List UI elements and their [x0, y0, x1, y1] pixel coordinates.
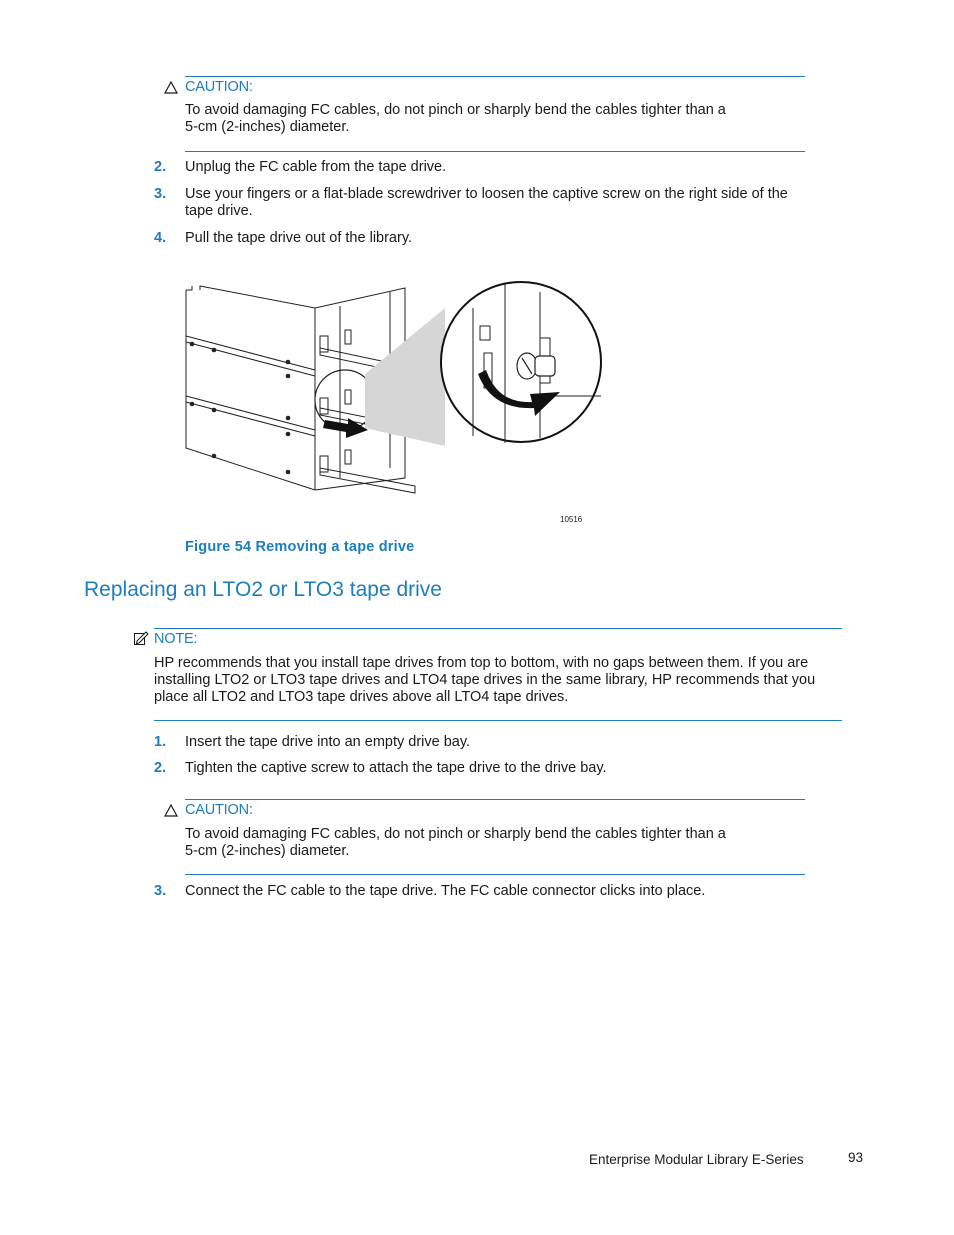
note-pencil-icon [133, 630, 149, 646]
note-text-line: installing LTO2 or LTO3 tape drives and LTO4 tape drives in the same library, HP recommends that you [154, 672, 816, 688]
step-number: 4. [154, 230, 167, 246]
note-text-line: place all LTO2 and LTO3 tape drives above all LTO4 tape drives. [154, 689, 569, 705]
step-text: Connect the FC cable to the tape drive. The FC cable connector clicks into place. [185, 883, 706, 899]
step-number: 2. [154, 760, 167, 776]
caution-text-line: To avoid damaging FC cables, do not pinch or sharply bend the cables tighter than a [185, 102, 726, 118]
step-text: Unplug the FC cable from the tape drive. [185, 159, 447, 175]
caution-label: CAUTION: [185, 802, 253, 818]
step-number: 1. [154, 734, 167, 750]
note-top-rule [154, 628, 842, 629]
section-title: Replacing an LTO2 or LTO3 tape drive [84, 578, 442, 601]
step-text-line: Use your fingers or a flat-blade screwdriver to loosen the captive screw on the right side of the [185, 186, 788, 202]
step-text-line: tape drive. [185, 203, 253, 219]
footer-title: Enterprise Modular Library E-Series [589, 1152, 804, 1167]
caution-bottom-rule [185, 151, 805, 152]
tape-drive-removal-illustration [180, 278, 610, 508]
note-text-line: HP recommends that you install tape drives from top to bottom, with no gaps between them. If you are [154, 655, 809, 671]
caution-triangle-icon [164, 81, 178, 94]
note-text [154, 655, 815, 706]
caution-bottom-rule [185, 874, 805, 875]
step-text [185, 186, 788, 220]
caution-label: CAUTION: [185, 79, 253, 95]
step-number: 2. [154, 159, 167, 175]
caution-text [185, 102, 726, 136]
caution-text-line: 5-cm (2-inches) diameter. [185, 843, 350, 859]
caution-top-rule [185, 799, 805, 800]
note-label: NOTE: [154, 631, 198, 647]
step-text: Tighten the captive screw to attach the tape drive to the drive bay. [185, 760, 607, 776]
caution-text [185, 826, 726, 860]
caution-triangle-icon [164, 804, 178, 817]
caution-text-line: To avoid damaging FC cables, do not pinch or sharply bend the cables tighter than a [185, 826, 726, 842]
step-text: Insert the tape drive into an empty drive bay. [185, 734, 471, 750]
caution-top-rule [185, 76, 805, 77]
figure-caption: Figure 54 Removing a tape drive [185, 539, 415, 555]
note-bottom-rule [154, 720, 842, 721]
step-number: 3. [154, 186, 167, 202]
figure-id-label: 10516 [560, 515, 583, 524]
step-number: 3. [154, 883, 167, 899]
page-number: 93 [848, 1150, 864, 1165]
caution-text-line: 5-cm (2-inches) diameter. [185, 119, 350, 135]
step-text: Pull the tape drive out of the library. [185, 230, 413, 246]
